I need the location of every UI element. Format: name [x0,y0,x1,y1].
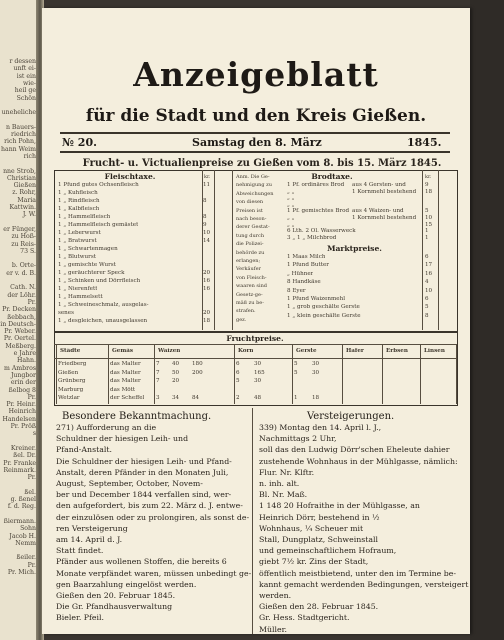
masthead-rule-bottom [60,151,450,153]
brod-row: 1 Pf. ordinäres Brod [287,182,345,188]
announcement-line: Pfand-Anstalt. [56,445,112,455]
frucht-col-header: Gemäs [112,348,134,354]
left-page-line: Pr. [27,393,36,401]
brod-value: 10 [425,215,433,221]
auction-line: kannt gemacht werdenden Bedingungen, versteigert [259,579,469,589]
frucht-city: Marburg [58,386,84,393]
frucht-col-rule [382,344,383,404]
fleisch-note-line: die Polizei- [236,241,264,248]
market-value: 6 [425,254,429,260]
fleisch-note-line: von Fleisch- [236,274,267,281]
announcement-line: Gießen den 20. Februar 1845. [56,591,176,600]
left-page-line: s [32,430,36,438]
right-background [470,0,504,640]
brod-value-divider [422,170,423,330]
left-page-line: zu Reis- [11,240,36,248]
fleisch-row: 1 „ gemischte Wurst [58,262,116,268]
left-page-line: r dessen [9,58,36,65]
brod-value: 9 [425,182,429,188]
auction-line: und gemeinschaftlichem Hofraum, [259,546,397,556]
frucht-col-header: Städte [60,348,81,354]
fleisch-note-line: Anm. Die Ge- [236,174,270,180]
frucht-city: Friedberg [58,361,87,367]
brod-note: aus 4 Gersten- und [352,182,406,188]
frucht-price: 6 [236,361,240,367]
fleisch-value: 10 [203,230,211,236]
announcement-line: ber und December 1844 verfallen sind, wer- [56,490,232,500]
fleisch-note-line: derer Gestat- [236,224,270,231]
left-page-line: er Fünger, [3,225,36,233]
market-value: 10 [425,287,433,294]
frucht-price: 7 [156,378,160,384]
fruchtpreise-heading: Fruchtpreise. [226,334,284,343]
frucht-price: 30 [312,369,320,376]
left-page-fragment [0,0,40,640]
frucht-price: 5 [236,378,240,384]
frucht-rule-1 [54,344,456,345]
fleisch-value: 8 [203,198,207,204]
fleisch-value-divider-2 [214,170,215,330]
left-page-line: rich Pohn, [4,138,36,146]
left-page-line: Handelsen [2,415,36,423]
masthead-title: Anzeigeblatt [133,55,379,94]
column-divider [252,408,253,634]
left-page-line: heil ge [14,87,36,95]
fleisch-value-divider [202,170,203,330]
announcement-line: Monate verpfändet waren, müssen unbedingt ge- [56,568,252,578]
fleisch-row: 1 „ Nierenfett [58,286,98,292]
auction-line: öffentlich meistbietend, unter den im Termine be- [259,568,456,578]
fleisch-row: 1 „ geräuchterer Speck [58,270,125,276]
fleisch-row: 1 „ Rindfleisch [58,198,100,204]
fleisch-row: 1 „ Schweineschmalz, ausgelas- [58,302,149,308]
brod-note: 1 Kornmehl bestehend [352,215,417,221]
left-page-line: unft ei- [13,65,36,73]
market-row: „ Hühner [287,270,314,277]
left-page-line: Pr. Decken [2,306,36,314]
masthead-rule-top [60,132,450,134]
frucht-col-rule [108,344,109,404]
left-page-line: ßelbog 8 [8,386,36,394]
auction-line: n. inh. alt. [259,479,300,488]
left-page-line: z. Rohr, [12,189,36,197]
fleisch-note-line: waaren sind [236,283,267,290]
price-divider [232,170,233,330]
brodtaxe-heading: Brodtaxe. [311,172,353,181]
frucht-col-rule [234,344,235,404]
frucht-price: 165 [254,369,265,376]
auction-line: zustehende Wohnhaus in der Mühlgasse, nämlich: [259,456,458,466]
brod-value: 1 [425,228,429,235]
fleisch-value: 18 [203,318,211,324]
frucht-col-rule [292,344,293,404]
market-row: 1 „ klein geschälte Gerste [287,312,361,319]
auction-line: Gießen den 28. Februar 1845. [259,602,379,612]
left-page-line: Pr. Weber. [4,328,36,336]
fleisch-value: 9 [203,222,207,228]
fleisch-value: 14 [203,238,211,244]
frucht-col-header: Linsen [424,348,445,354]
announcement-line: gen Baarzahlung eingelöst werden. [56,579,197,589]
announcement-line: Statt findet. [56,546,104,556]
left-page-line: Nemm [15,539,36,547]
brod-value: 18 [425,188,433,195]
brod-row: 6 Lth. 2 Ol. Wasserweck [287,228,356,235]
left-page-line: f. d. Reg. [7,503,36,511]
left-page-line: ist ein [16,72,36,80]
kr-header-2: kr. [425,174,432,180]
announcement-line: Bieler. Pfeil. [56,613,104,623]
left-page-line: m Ambros [4,364,36,372]
left-page-line: J. W. [22,211,36,219]
fleisch-note-line: von diesen [236,199,264,206]
fleisch-value: 11 [203,182,211,188]
brod-value: 5 [425,208,429,215]
fleisch-value: 20 [203,270,211,276]
frucht-price: 200 [192,369,203,376]
fleisch-row: 1 „ Hammelfleisch gemästet [58,222,139,228]
fleisch-note-line: gez. [236,316,247,323]
announcement-line: den aufgefordert, bis zum 22. März d. J. entwe- [56,501,243,511]
frucht-col-rule [342,344,343,404]
fleisch-note-line: strafen. [236,308,256,315]
fleisch-row: 1 „ Kalbfleisch [58,206,100,212]
announcement-line: August, September, October, Novem- [56,479,203,488]
announcement-line: Pfänder aus wollenen Stoffen, die bereits 6 [56,557,227,567]
frucht-price: 7 [156,369,160,376]
announcement-line: Schuldner der hiesigen Leih- und [56,434,189,444]
market-value: 5 [425,304,429,311]
frucht-price: 50 [172,369,180,376]
left-page-line: Schön [16,94,36,102]
announcement-line: 271) Aufforderung an die [56,423,157,432]
left-page-line: b. Orte- [11,262,36,270]
announcement-line: Anstalt, deren Pfänder in den Monaten Juli, [56,467,229,477]
fleisch-row: 1 „ Blutwurst [58,254,96,260]
fleisch-row: 1 „ Bratwurst [58,238,97,244]
brod-row: 1 Pf. gemischtes Brod [287,208,350,215]
frucht-price: 20 [172,378,180,384]
fleisch-row: 1 „ Hammelfleisch [58,214,111,220]
fleisch-value: 8 [203,214,207,220]
market-row: 1 Maas Milch [287,254,326,260]
kr-header: kr. [204,174,211,180]
left-page-line: uneheliche [1,109,36,117]
market-value: 4 [425,279,429,286]
frucht-col-header: Hafer [346,348,364,354]
left-page-line: Kattwin. [9,204,36,211]
fleisch-row: 1 „ Leberwurst [58,230,101,236]
left-page-line: Pr. [27,298,36,306]
fleisch-note-line: nehmigung zu [236,182,273,189]
auction-line: Müller. [259,624,287,634]
frucht-rule-2 [54,358,456,359]
fleisch-row: senes [58,310,74,316]
issue-date: Samstag den 8. März [192,136,322,149]
frucht-price: 2 [236,395,240,401]
auction-line: giebt 7½ kr. Zins der Stadt, [259,557,369,567]
auction-line: werden. [259,591,292,600]
left-page-line: Meßberg. [5,342,36,350]
left-page-line: Sohn [20,525,36,533]
announcement-line: der einzulösen oder zu prolongiren, als sonst de- [56,512,250,522]
auction-line: 339) Montag den 14. April l. J., [259,423,382,432]
frucht-measure: das Mött [110,386,136,393]
left-page-line: nne Strob, [3,167,36,175]
brod-note: aus 4 Waizen- und [352,208,404,215]
fleisch-row: 1 „ Hammelsett [58,294,103,300]
fleisch-value: 16 [203,278,211,284]
brod-note: 1 Kornmehl bestehend [352,188,417,195]
market-value: 6 [425,296,429,302]
fleisch-note-line: tung durch [236,232,265,239]
market-row: 1 Pfund Waizenmehl [287,296,345,302]
frucht-price: 84 [192,395,200,401]
left-page-line: e Jahre [13,350,36,357]
market-row: 1 „ grob geschälte Gerste [287,304,360,311]
frucht-price: 5 [294,369,298,376]
auction-line: Flur. Nr. Klftr. [259,467,315,477]
frucht-col-header: Korn [238,348,254,354]
frucht-city: Grünberg [58,378,86,384]
fleisch-row: 1 „ desgleichen, unausgelassen [58,318,148,324]
frucht-measure: das Malter [110,369,141,376]
announcement-line: Die Gr. Pfandhausverwaltung [56,602,173,612]
frucht-price: 180 [192,361,203,367]
fleisch-row: 1 „ Schwartenmagen [58,246,118,252]
left-page-line: 73 S. [20,247,36,255]
left-page-line: Pr. Heinr. [6,401,36,409]
auction-line: Wohnhaus, ¼ Scheuer mit [259,523,364,533]
fleisch-note-line: nach beson- [236,216,267,222]
frucht-price: 34 [172,395,180,401]
fleisch-note-line: Gesetz-ge- [236,291,263,298]
brod-row: 3 „ 1 „ Milchbrod [287,234,337,241]
left-page-line: Christian [7,174,36,182]
masthead-subtitle: für die Stadt und den Kreis Gießen. [85,106,427,126]
frucht-price: 30 [312,361,320,367]
left-page-line: ßel. Dr. [13,452,36,460]
left-page-line: Heinrich [8,408,36,416]
left-page-line: Pr. Mich. [7,569,36,576]
frucht-city: Wetzlar [58,395,80,401]
auction-line: Nachmittags 2 Uhr, [259,434,337,444]
left-page-line: Hahn. [16,357,36,365]
frucht-col-rule [56,344,57,404]
frucht-measure: das Malter [110,378,141,384]
left-page-line: Cath. N. [10,284,36,292]
left-page-line: Kreiner. [10,444,36,452]
issue-year: 1845. [407,136,442,149]
left-page-line: riedrich [11,131,36,138]
left-page-line: wie- [22,79,36,87]
left-page-line: ßel. [24,488,36,496]
announcement-line: ren Versteigerung [56,523,128,533]
brod-row: „ „ [287,221,295,228]
fleisch-note-line: Abweichungen [236,190,274,197]
left-page-line: Pr. [27,474,36,482]
frucht-col-rule [456,344,457,404]
fleisch-note-line: Verkäufer [236,266,261,273]
frucht-col-rule [420,344,421,404]
left-page-line: Jungbor [10,371,36,379]
left-page-line: ßiermann. [3,517,36,525]
frucht-price: 18 [312,395,320,401]
frucht-price: 7 [156,361,160,367]
fleisch-row: 1 „ Schinken und Dörrfleisch [58,278,141,284]
frucht-measure: das Malter [110,361,141,367]
frucht-col-header: Gerste [296,348,317,354]
left-page-line: in Deutsch- [0,320,36,328]
frucht-col-header: Erbsen [386,348,408,354]
fleisch-value: 16 [203,286,211,292]
left-page-line: Reinmark. [3,466,36,474]
left-page-line: Pr. Oertel. [3,335,36,343]
issue-number: № 20. [62,136,97,149]
brod-row: „ „ [287,188,295,195]
auction-line: Gr. Hess. Stadtgericht. [259,613,350,623]
left-page-line: der Löhr. [7,291,36,299]
brod-row: „ „ [287,215,295,221]
left-page-line: er v. d. B. [6,269,36,277]
frucht-price: 30 [254,378,262,384]
market-value: 16 [425,270,433,277]
left-page-line: hann Weim [1,145,36,153]
brod-value-divider-2 [438,170,439,330]
left-page-line: Maria [17,196,36,204]
announcement-heading: Besondere Bekanntmachung. [62,411,212,422]
market-heading: Marktpreise. [327,244,382,253]
newspaper-page [42,8,470,634]
frucht-price: 3 [156,395,160,401]
prices-title: Frucht- u. Victualienpreise zu Gießen vom 8. bis 15. März 1845. [82,158,442,169]
fleisch-note-line: erlangen; [236,258,261,264]
auction-line: 1 148 20 Hofraithe in der Mühlgasse, an [259,501,420,511]
left-page-line: ßebbach, [7,313,36,321]
left-page-line: erin der [10,379,36,387]
left-page-line: rich [23,152,36,160]
auction-line: soll das den Ludwig Dörr'schen Eheleute dahier [259,445,450,455]
auction-line: Bl. Nr. Maß. [259,490,308,500]
fleisch-value: 20 [203,310,211,316]
brod-value: 1 [425,234,429,241]
left-page-line: g. ßenel [10,496,36,503]
frucht-price: 40 [172,361,180,367]
fleisch-row: 1 Pfund gutes Ochsenfleisch [58,182,139,188]
fleischtaxe-heading: Fleischtaxe. [104,172,156,181]
left-page-line: Jacob H. [9,532,36,540]
frucht-price: 5 [294,361,298,367]
left-page-line: Gießen [13,182,36,190]
market-row: 8 Eyer [287,287,306,294]
frucht-price: 48 [254,395,262,401]
brod-row: „ „ [287,201,295,208]
fleisch-note-line: mäß zu be- [236,300,264,306]
frucht-col-rule [154,344,155,404]
auction-line: Stall, Dungplatz, Schweinstall [259,535,378,544]
left-page-line: n Bauers- [5,123,36,131]
announcement-line: am 14. April d. J. [56,535,123,544]
frucht-price: 30 [254,361,262,367]
left-page-line: zu Hoß- [11,233,36,241]
market-row: 8 Handkäse [287,279,321,286]
left-page-line: Pr. [27,561,36,569]
left-page-line: Pr. Pröß [10,423,36,430]
brod-row: „ „ [287,195,295,202]
frucht-city: Gießen [58,369,79,376]
auction-line: Heinrich Dörr, bestehend in ½ [259,512,380,522]
announcement-line: Die Schuldner der hiesigen Leih- und Pfand- [56,456,232,466]
frucht-col-header: Waizen [158,348,181,354]
fleisch-row: 1 „ Kuhfleisch [58,190,98,196]
frucht-price: 6 [236,369,240,376]
market-value: 8 [425,312,429,319]
left-page-line: ßeiler. [16,554,36,562]
fleisch-note-line: Preisen ist [236,207,263,214]
frucht-price: 1 [294,395,298,401]
auction-heading: Versteigerungen. [307,411,395,422]
market-row: 1 Pfund Butter [287,262,329,269]
market-value: 17 [425,262,433,269]
brod-value: 15 [425,221,433,228]
fleisch-note-line: behörde zu [236,249,265,256]
frucht-measure: der Scheffel [110,395,145,401]
left-page-line: Pr. Franke [3,459,36,467]
